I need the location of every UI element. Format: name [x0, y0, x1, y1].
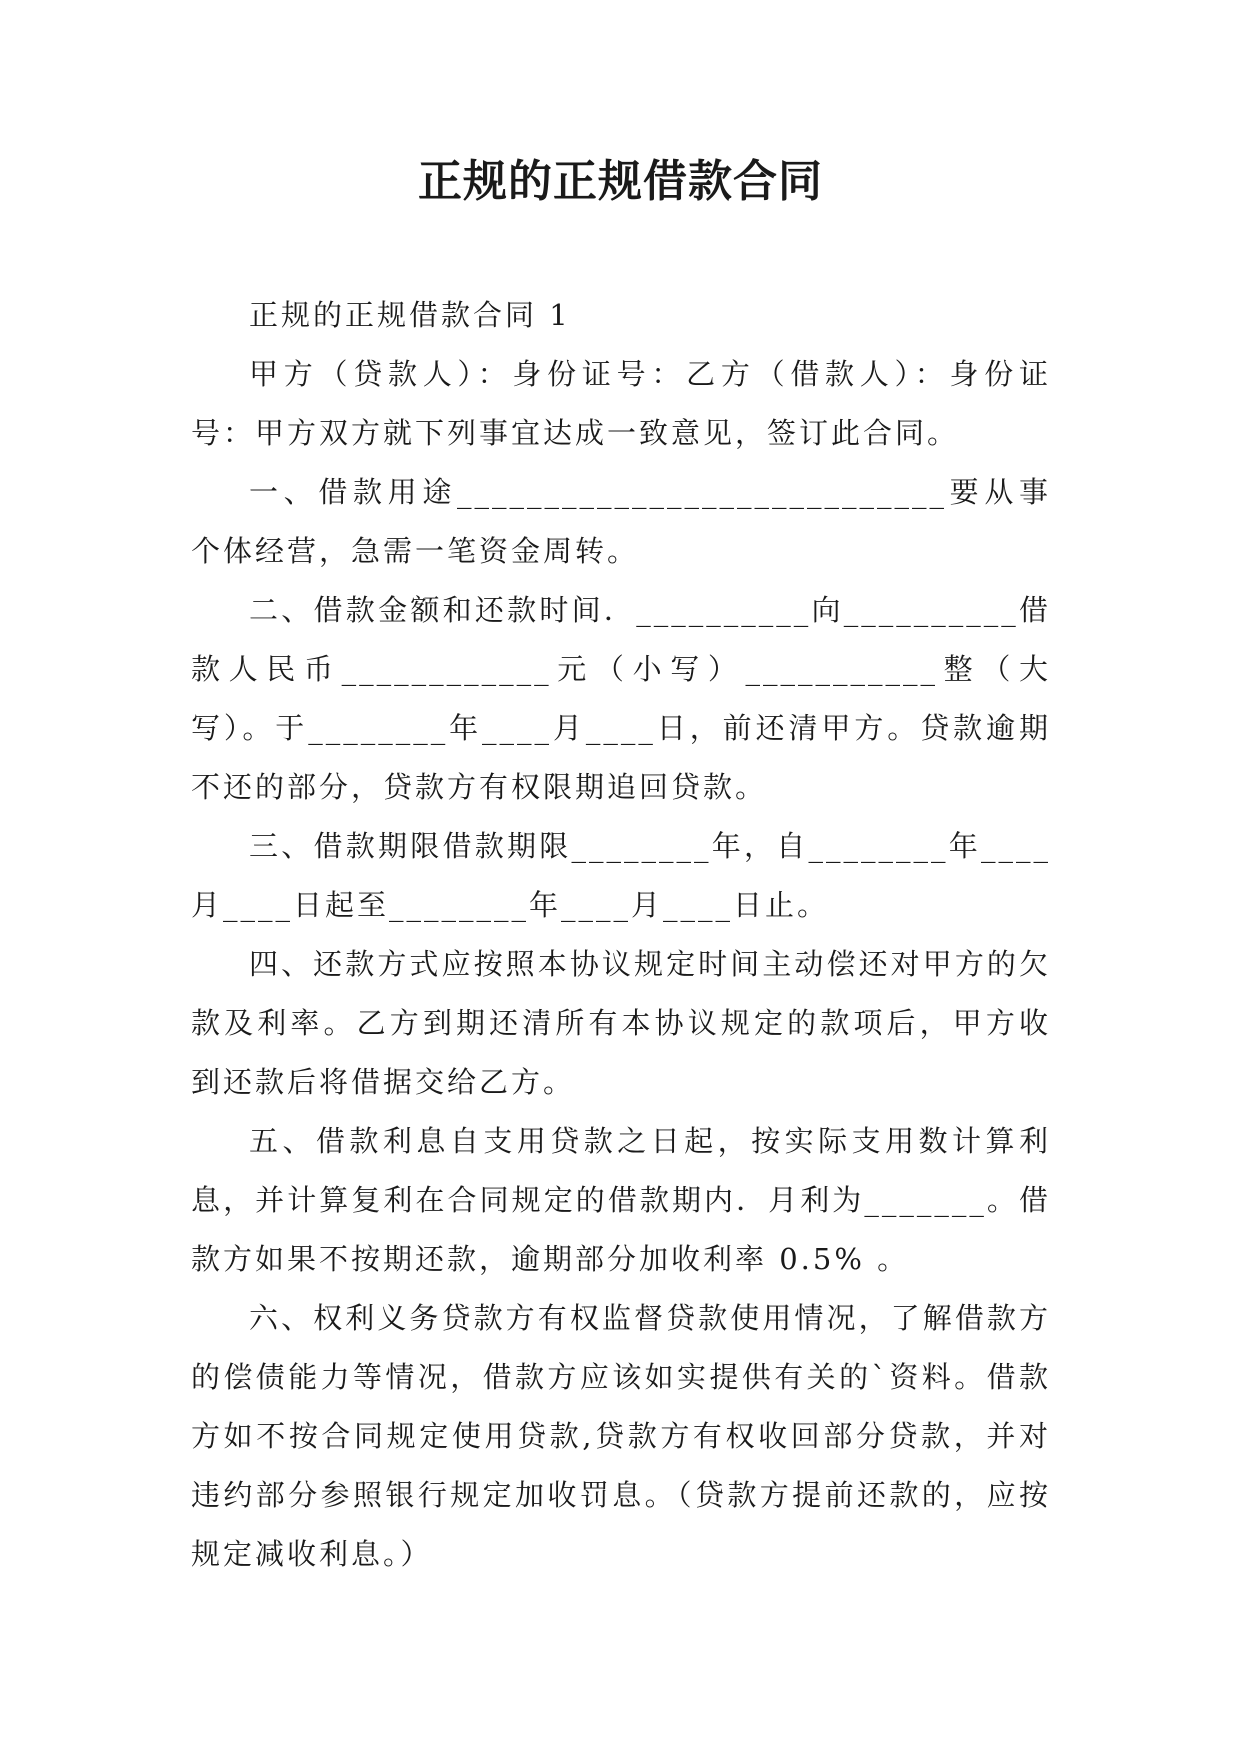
- clause-3-loan-term: 三、借款期限借款期限________年，自________年____月____日起至________年____月____日止。: [191, 829, 1051, 922]
- document-title: 正规的正规借款合同: [418, 156, 823, 207]
- document-body: [191, 286, 1051, 1584]
- clause-2-amount-and-repayment: 二、借款金额和还款时间．__________向__________借款人民币____________元（小写）___________整（大写）。于________年____月____日，前还清甲方。贷款逾期不还的部分，贷款方有权限期追回贷款。: [191, 593, 1051, 804]
- parties-paragraph: 甲方（贷款人）：身份证号：乙方（借款人）：身份证号：甲方双方就下列事宜达成一致意见，签订此合同。: [191, 357, 1051, 450]
- clause-1-loan-purpose: 一、借款用途____________________________要从事个体经营，急需一笔资金周转。: [191, 475, 1051, 568]
- clause-4-repayment-method: 四、还款方式应按照本协议规定时间主动偿还对甲方的欠款及利率。乙方到期还清所有本协议规定的款项后，甲方收到还款后将借据交给乙方。: [191, 947, 1051, 1099]
- clause-5-interest: 五、借款利息自支用贷款之日起，按实际支用数计算利息，并计算复利在合同规定的借款期内．月利为_______。借款方如果不按期还款，逾期部分加收利率 0.5% 。: [191, 1124, 1051, 1276]
- contract-heading-line: 正规的正规借款合同 1: [249, 298, 571, 332]
- clause-6-rights-and-obligations: 六、权利义务贷款方有权监督贷款使用情况，了解借款方的偿债能力等情况，借款方应该如实提供有关的`资料。借款方如不按合同规定使用贷款,贷款方有权收回部分贷款，并对违约部分参照银行规定加收罚息。（贷款方提前还款的，应按规定减收利息。）: [191, 1301, 1051, 1571]
